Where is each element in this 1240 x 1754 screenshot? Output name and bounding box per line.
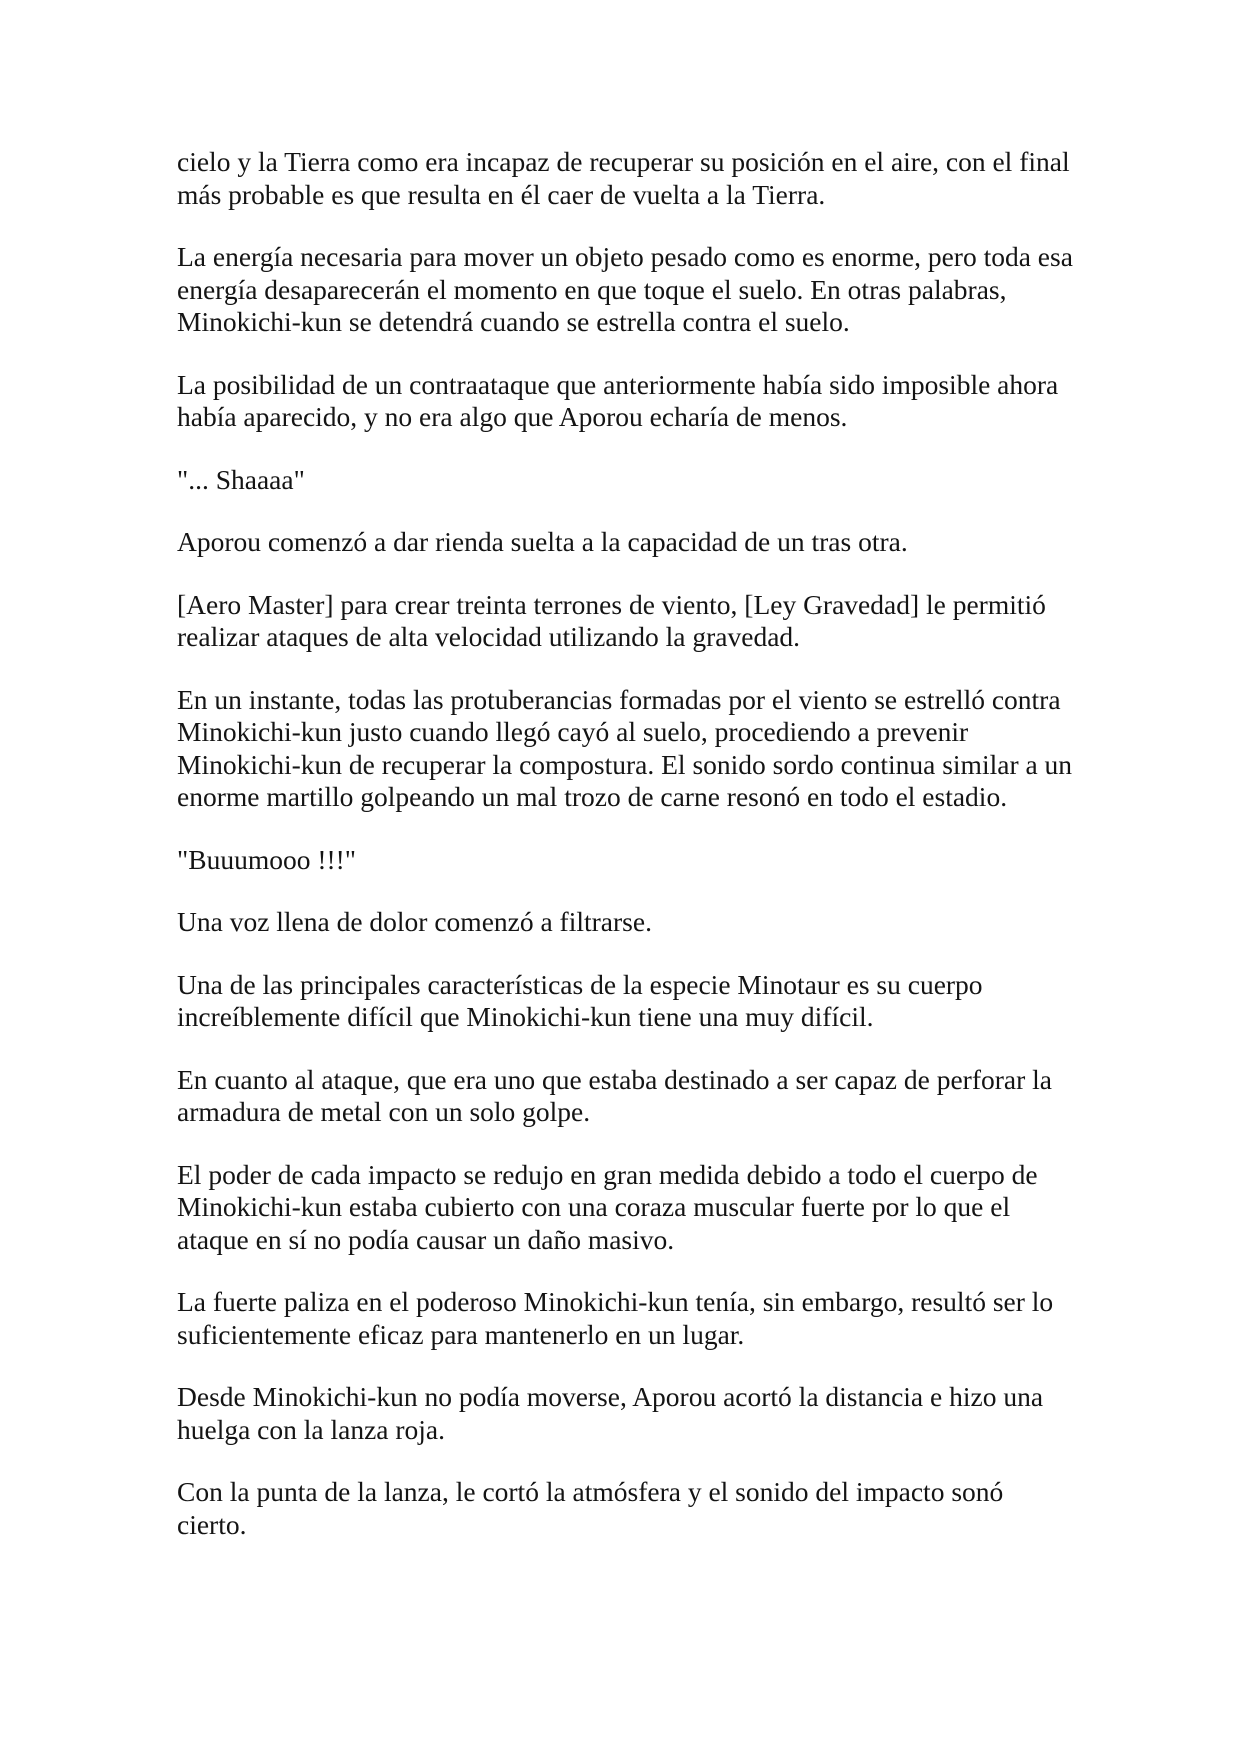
paragraph-12: El poder de cada impacto se redujo en gran medida debido a todo el cuerpo de Minokichi-kun estaba cubierto con una coraza muscular fuerte por lo que el ataque en sí no podía causar un daño masivo.: [177, 1158, 1038, 1255]
paragraph-13: La fuerte paliza en el poderoso Minokichi-kun tenía, sin embargo, resultó ser lo suficientemente eficaz para mantenerlo en un lugar.: [177, 1286, 1054, 1350]
paragraph-5: Aporou comenzó a dar rienda suelta a la capacidad de un tras otra.: [177, 526, 908, 557]
paragraph-1: cielo y la Tierra como era incapaz de recuperar su posición en el aire, con el final más probable es que resulta en él caer de vuelta a la Tierra.: [177, 146, 1070, 210]
document-body: [177, 146, 1077, 1571]
dialogue-buuumooo: "Buuumooo !!!": [177, 843, 357, 875]
paragraph-15: Con la punta de la lanza, le cortó la atmósfera y el sonido del impacto sonó cierto.: [177, 1476, 1004, 1540]
paragraph-10: Una de las principales características de la especie Minotaur es su cuerpo increíblemente difícil que Minokichi-kun tiene una muy difícil.: [177, 968, 983, 1032]
paragraph-7: En un instante, todas las protuberancias formadas por el viento se estrelló contra Minokichi-kun justo cuando llegó cayó al suelo, procediendo a prevenir Minokichi-kun de recuperar la compostura. El sonido sordo continua similar a un enorme martillo golpeando un mal trozo de carne resonó en todo el estadio.: [177, 683, 1073, 812]
dialogue-shaaaa: "... Shaaaa": [177, 463, 305, 495]
paragraph-9: Una voz llena de dolor comenzó a filtrarse.: [177, 906, 652, 937]
paragraph-2: La energía necesaria para mover un objeto pesado como es enorme, pero toda esa energía desaparecerán el momento en que toque el suelo. En otras palabras, Minokichi-kun se detendrá cuando se estrella contra el suelo.: [177, 241, 1073, 337]
paragraph-6: [Aero Master] para crear treinta terrones de viento, [Ley Gravedad] le permitió realizar ataques de alta velocidad utilizando la gravedad.: [177, 588, 1046, 652]
paragraph-3: La posibilidad de un contraataque que anteriormente había sido imposible ahora había aparecido, y no era algo que Aporou echaría de menos.: [177, 368, 1059, 432]
paragraph-14: Desde Minokichi-kun no podía moverse, Aporou acortó la distancia e hizo una huelga con la lanza roja.: [177, 1381, 1044, 1445]
paragraph-11: En cuanto al ataque, que era uno que estaba destinado a ser capaz de perforar la armadura de metal con un solo golpe.: [177, 1063, 1052, 1127]
